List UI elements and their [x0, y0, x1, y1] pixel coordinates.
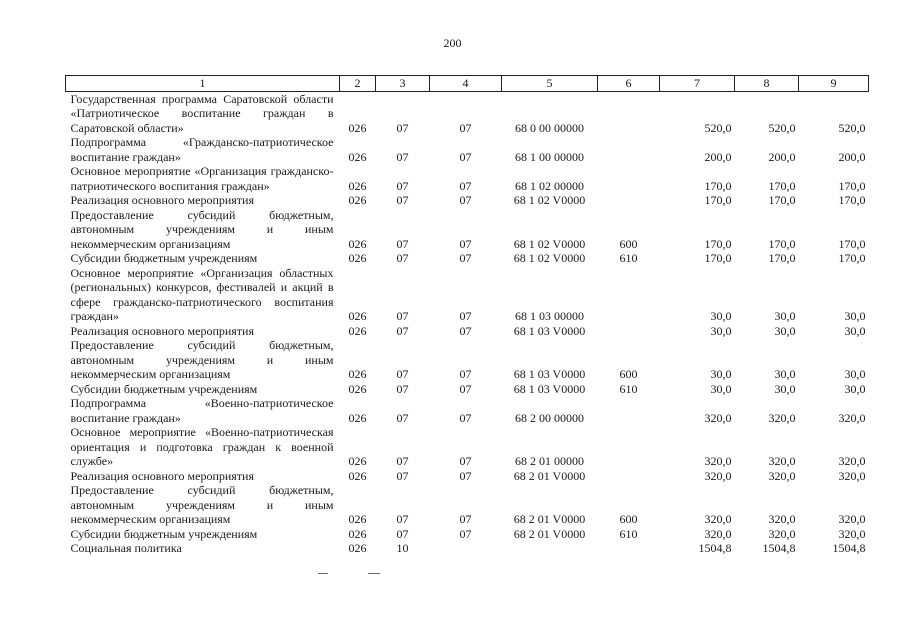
cell-col-3: 07 — [396, 120, 409, 135]
table-row — [66, 164, 869, 193]
cell-col-2: 026 — [348, 454, 367, 468]
cell-col-6 — [598, 425, 660, 469]
cell-col-8: 170,0 — [768, 178, 796, 193]
cell-col-3: 07 — [396, 526, 409, 541]
row-name: Предоставление субсидий бюджетным, автономным учреждениям и иным некоммерческим организациям — [70, 483, 334, 526]
cell-col-3: 07 — [396, 323, 409, 338]
row-name: Субсидии бюджетным учреждениям — [70, 381, 258, 396]
cell-col-6 — [598, 164, 660, 193]
cell-col-9: 520,0 — [838, 120, 866, 135]
cell-col-5: 68 2 01 00000 — [515, 454, 584, 468]
cell-col-6 — [598, 266, 660, 324]
cell-col-7: 320,0 — [704, 454, 732, 468]
column-header-5: 5 — [502, 76, 598, 92]
row-name: Реализация основного мероприятия — [70, 323, 254, 338]
cell-col-8: 30,0 — [774, 367, 796, 381]
cell-col-6: 600 — [619, 512, 638, 526]
cell-col-7: 320,0 — [704, 410, 732, 425]
cell-col-9: 320,0 — [838, 410, 866, 425]
cell-col-4: 07 — [459, 236, 472, 251]
cell-col-6 — [598, 541, 660, 556]
cell-col-5: 68 1 03 00000 — [515, 309, 584, 323]
cell-col-9: 170,0 — [838, 178, 866, 193]
column-header-8: 8 — [735, 76, 799, 92]
cell-col-7: 170,0 — [704, 178, 732, 193]
cell-col-5: 68 2 01 V0000 — [513, 512, 586, 526]
budget-table — [65, 75, 869, 556]
cell-col-4: 07 — [459, 410, 472, 425]
cell-col-5: 68 1 02 00000 — [515, 178, 584, 193]
cell-col-5: 68 1 00 00000 — [515, 149, 584, 164]
table-row — [66, 396, 869, 425]
cell-col-7: 170,0 — [704, 193, 732, 207]
cell-col-9: 320,0 — [838, 512, 866, 526]
cell-col-4: 07 — [459, 526, 472, 541]
cell-col-5: 68 0 00 00000 — [515, 120, 584, 135]
cell-col-8: 320,0 — [768, 454, 796, 468]
column-header-9: 9 — [799, 76, 869, 92]
cell-col-9: 320,0 — [838, 526, 866, 541]
cell-col-6 — [598, 469, 660, 484]
cell-col-8: 170,0 — [768, 193, 796, 207]
cell-col-2: 026 — [348, 251, 367, 265]
column-header-7: 7 — [660, 76, 735, 92]
cell-col-8: 520,0 — [768, 120, 796, 135]
cell-col-2: 026 — [348, 120, 367, 135]
row-name: Основное мероприятие «Организация областных (региональных) конкурсов, фестивалей и акций в сфере гражданско-патриотического воспитания граждан» — [70, 265, 334, 323]
cell-col-3: 07 — [396, 512, 409, 526]
cell-col-9: 30,0 — [844, 309, 866, 323]
cell-col-2: 026 — [348, 541, 367, 555]
cell-col-3: 07 — [396, 193, 409, 207]
cell-col-9: 30,0 — [844, 367, 866, 381]
cell-col-8: 320,0 — [768, 512, 796, 526]
cell-col-6: 600 — [619, 236, 638, 251]
cell-col-6 — [598, 324, 660, 339]
table-row — [66, 527, 869, 542]
cell-col-4: 07 — [459, 381, 472, 396]
cell-col-4: 07 — [459, 178, 472, 193]
cell-col-4: 07 — [459, 193, 472, 207]
table-row — [66, 382, 869, 397]
cell-col-8: 320,0 — [768, 468, 796, 483]
column-header-1: 1 — [66, 76, 340, 92]
row-name: Основное мероприятие «Военно-патриотическая ориентация и подготовка граждан к военной службе» — [70, 425, 334, 468]
cell-col-5: 68 1 02 V0000 — [513, 193, 586, 207]
cell-col-4: 07 — [459, 251, 472, 265]
cell-col-3: 07 — [396, 251, 409, 265]
cell-col-4: 07 — [459, 512, 472, 526]
cell-col-2: 026 — [348, 178, 367, 193]
cell-col-8: 30,0 — [774, 309, 796, 323]
cell-col-3: 07 — [396, 309, 409, 323]
cell-col-9: 170,0 — [838, 236, 866, 251]
cell-col-9: 170,0 — [838, 251, 866, 265]
cell-col-6: 610 — [619, 526, 638, 541]
cell-col-8: 320,0 — [768, 410, 796, 425]
cell-col-4 — [430, 541, 502, 556]
cell-col-7: 30,0 — [710, 323, 732, 338]
cell-col-9: 30,0 — [844, 323, 866, 338]
cell-col-5 — [502, 541, 598, 556]
cell-col-3: 07 — [396, 178, 409, 193]
cell-col-3: 07 — [396, 381, 409, 396]
cell-col-5: 68 1 02 V0000 — [513, 236, 586, 251]
cell-col-5: 68 2 01 V0000 — [513, 526, 586, 541]
cell-col-8: 320,0 — [768, 526, 796, 541]
column-header-6: 6 — [598, 76, 660, 92]
cell-col-4: 07 — [459, 323, 472, 338]
cell-col-7: 1504,8 — [698, 541, 732, 555]
cell-col-3: 07 — [396, 454, 409, 468]
cell-col-9: 30,0 — [844, 381, 866, 396]
table-row — [66, 425, 869, 469]
cell-col-8: 1504,8 — [762, 541, 796, 555]
cell-col-2: 026 — [348, 512, 367, 526]
cell-col-7: 320,0 — [704, 512, 732, 526]
cell-col-3: 07 — [396, 236, 409, 251]
cell-col-5: 68 1 03 V0000 — [513, 367, 586, 381]
cell-col-5: 68 1 03 V0000 — [513, 381, 586, 396]
cell-col-7: 170,0 — [704, 251, 732, 265]
row-name: Предоставление субсидий бюджетным, автономным учреждениям и иным некоммерческим организациям — [70, 207, 334, 251]
scan-mark — [368, 573, 380, 574]
page-number: 200 — [443, 36, 462, 50]
table-row — [66, 193, 869, 208]
cell-col-4: 07 — [459, 149, 472, 164]
cell-col-2: 026 — [348, 193, 367, 207]
row-name: Государственная программа Саратовской области «Патриотическое воспитание граждан в Саратовской области» — [70, 91, 334, 135]
cell-col-8: 30,0 — [774, 381, 796, 396]
table-row — [66, 483, 869, 527]
cell-col-2: 026 — [348, 381, 367, 396]
table-row — [66, 251, 869, 266]
cell-col-6: 600 — [619, 367, 638, 381]
column-header-4: 4 — [430, 76, 502, 92]
cell-col-9: 320,0 — [838, 468, 866, 483]
cell-col-2: 026 — [348, 410, 367, 425]
cell-col-8: 200,0 — [768, 149, 796, 164]
cell-col-4: 07 — [459, 309, 472, 323]
cell-col-5: 68 2 01 V0000 — [513, 468, 586, 483]
table-row — [66, 541, 869, 556]
cell-col-2: 026 — [348, 236, 367, 251]
row-name: Основное мероприятие «Организация гражданско-патриотического воспитания граждан» — [70, 164, 334, 193]
row-name: Подпрограмма «Военно-патриотическое воспитание граждан» — [70, 396, 334, 425]
table-header — [66, 76, 869, 92]
cell-col-6 — [598, 135, 660, 164]
row-name: Реализация основного мероприятия — [70, 468, 254, 483]
cell-col-2: 026 — [348, 323, 367, 338]
scan-mark — [318, 573, 328, 574]
table-row — [66, 338, 869, 382]
cell-col-9: 1504,8 — [832, 541, 866, 555]
cell-col-8: 170,0 — [768, 236, 796, 251]
cell-col-7: 520,0 — [704, 120, 732, 135]
table-row — [66, 324, 869, 339]
cell-col-9: 170,0 — [838, 193, 866, 207]
cell-col-3: 07 — [396, 468, 409, 483]
table-body — [66, 91, 869, 556]
cell-col-3: 07 — [396, 410, 409, 425]
cell-col-6 — [598, 91, 660, 135]
cell-col-2: 026 — [348, 468, 367, 483]
cell-col-6 — [598, 193, 660, 208]
table-row — [66, 208, 869, 252]
cell-col-5: 68 1 03 V0000 — [513, 323, 586, 338]
cell-col-3: 07 — [396, 149, 409, 164]
cell-col-7: 170,0 — [704, 236, 732, 251]
column-header-2: 2 — [340, 76, 376, 92]
cell-col-3: 07 — [396, 367, 409, 381]
row-name: Социальная политика — [70, 541, 182, 555]
cell-col-4: 07 — [459, 367, 472, 381]
table-row — [66, 91, 869, 135]
cell-col-2: 026 — [348, 526, 367, 541]
cell-col-7: 320,0 — [704, 468, 732, 483]
row-name: Субсидии бюджетным учреждениям — [70, 251, 258, 265]
cell-col-2: 026 — [348, 149, 367, 164]
cell-col-8: 170,0 — [768, 251, 796, 265]
cell-col-6: 610 — [619, 251, 638, 265]
table-row — [66, 135, 869, 164]
cell-col-4: 07 — [459, 454, 472, 468]
cell-col-7: 200,0 — [704, 149, 732, 164]
cell-col-6 — [598, 396, 660, 425]
cell-col-5: 68 2 00 00000 — [515, 410, 584, 425]
column-header-3: 3 — [376, 76, 430, 92]
cell-col-9: 320,0 — [838, 454, 866, 468]
table-row — [66, 469, 869, 484]
cell-col-4: 07 — [459, 120, 472, 135]
row-name: Субсидии бюджетным учреждениям — [70, 526, 258, 541]
cell-col-7: 30,0 — [710, 309, 732, 323]
cell-col-6: 610 — [619, 381, 638, 396]
cell-col-7: 320,0 — [704, 526, 732, 541]
cell-col-3: 10 — [396, 541, 409, 555]
cell-col-7: 30,0 — [710, 381, 732, 396]
cell-col-7: 30,0 — [710, 367, 732, 381]
row-name: Реализация основного мероприятия — [70, 193, 254, 207]
row-name: Предоставление субсидий бюджетным, автономным учреждениям и иным некоммерческим организациям — [70, 338, 334, 381]
cell-col-5: 68 1 02 V0000 — [513, 251, 586, 265]
row-name: Подпрограмма «Гражданско-патриотическое воспитание граждан» — [70, 135, 334, 164]
cell-col-9: 200,0 — [838, 149, 866, 164]
cell-col-2: 026 — [348, 367, 367, 381]
table-row — [66, 266, 869, 324]
cell-col-4: 07 — [459, 468, 472, 483]
cell-col-2: 026 — [348, 309, 367, 323]
cell-col-8: 30,0 — [774, 323, 796, 338]
